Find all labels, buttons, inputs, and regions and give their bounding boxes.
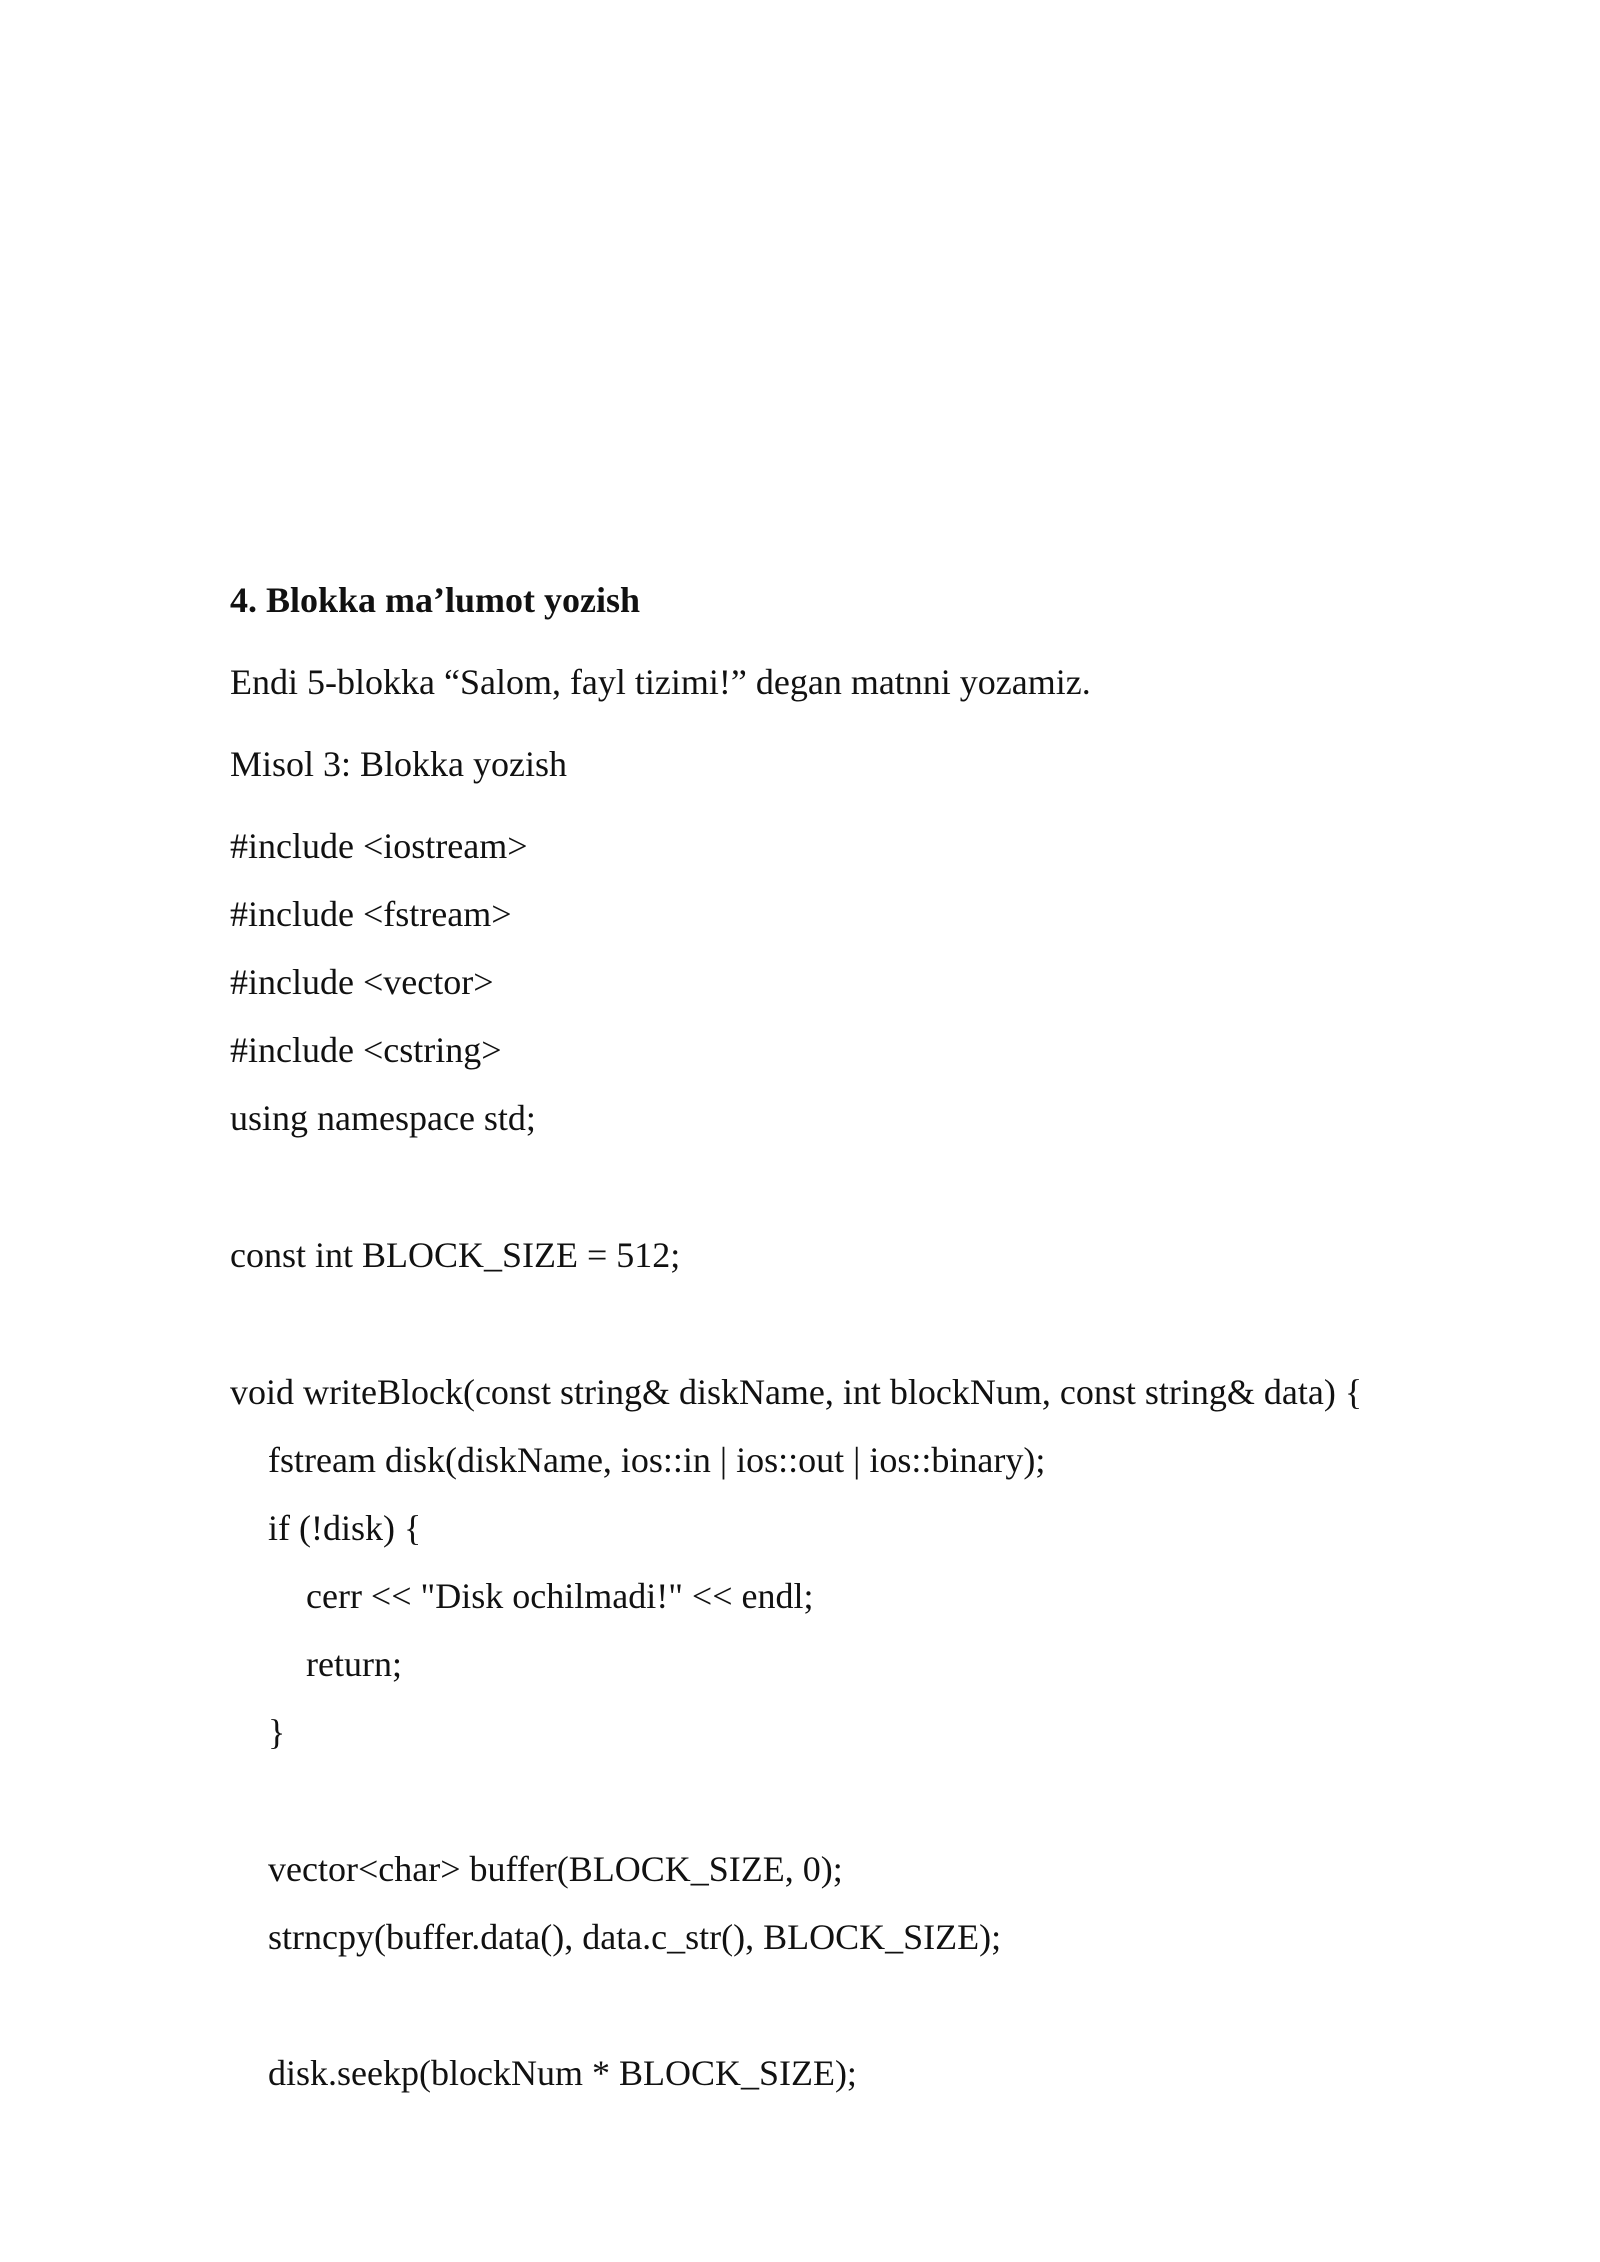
code-line-vector-buffer: vector<char> buffer(BLOCK_SIZE, 0); [268, 1849, 843, 1889]
section-heading: 4. Blokka ma’lumot yozish [230, 580, 641, 620]
intro-paragraph: Endi 5-blokka “Salom, fayl tizimi!” degan matnni yozamiz. [230, 662, 1091, 702]
code-line-close-brace: } [268, 1712, 286, 1752]
example-title: Misol 3: Blokka yozish [230, 744, 568, 784]
code-line-include-fstream: #include <fstream> [230, 894, 512, 934]
code-line-return: return; [306, 1644, 402, 1684]
code-line-include-cstring: #include <cstring> [230, 1030, 502, 1070]
code-line-if-not-disk: if (!disk) { [268, 1508, 422, 1548]
code-line-const-block-size: const int BLOCK_SIZE = 512; [230, 1235, 681, 1275]
code-line-seekp: disk.seekp(blockNum * BLOCK_SIZE); [268, 2053, 857, 2093]
code-line-include-iostream: #include <iostream> [230, 826, 528, 866]
code-line-using-namespace: using namespace std; [230, 1098, 536, 1138]
code-line-strncpy: strncpy(buffer.data(), data.c_str(), BLOCK_SIZE); [268, 1917, 1002, 1957]
code-line-cerr: cerr << "Disk ochilmadi!" << endl; [306, 1576, 814, 1616]
code-line-function-signature: void writeBlock(const string& diskName, int blockNum, const string& data) { [230, 1372, 1363, 1412]
code-line-include-vector: #include <vector> [230, 962, 494, 1002]
code-line-fstream-open: fstream disk(diskName, ios::in | ios::out | ios::binary); [268, 1440, 1046, 1480]
